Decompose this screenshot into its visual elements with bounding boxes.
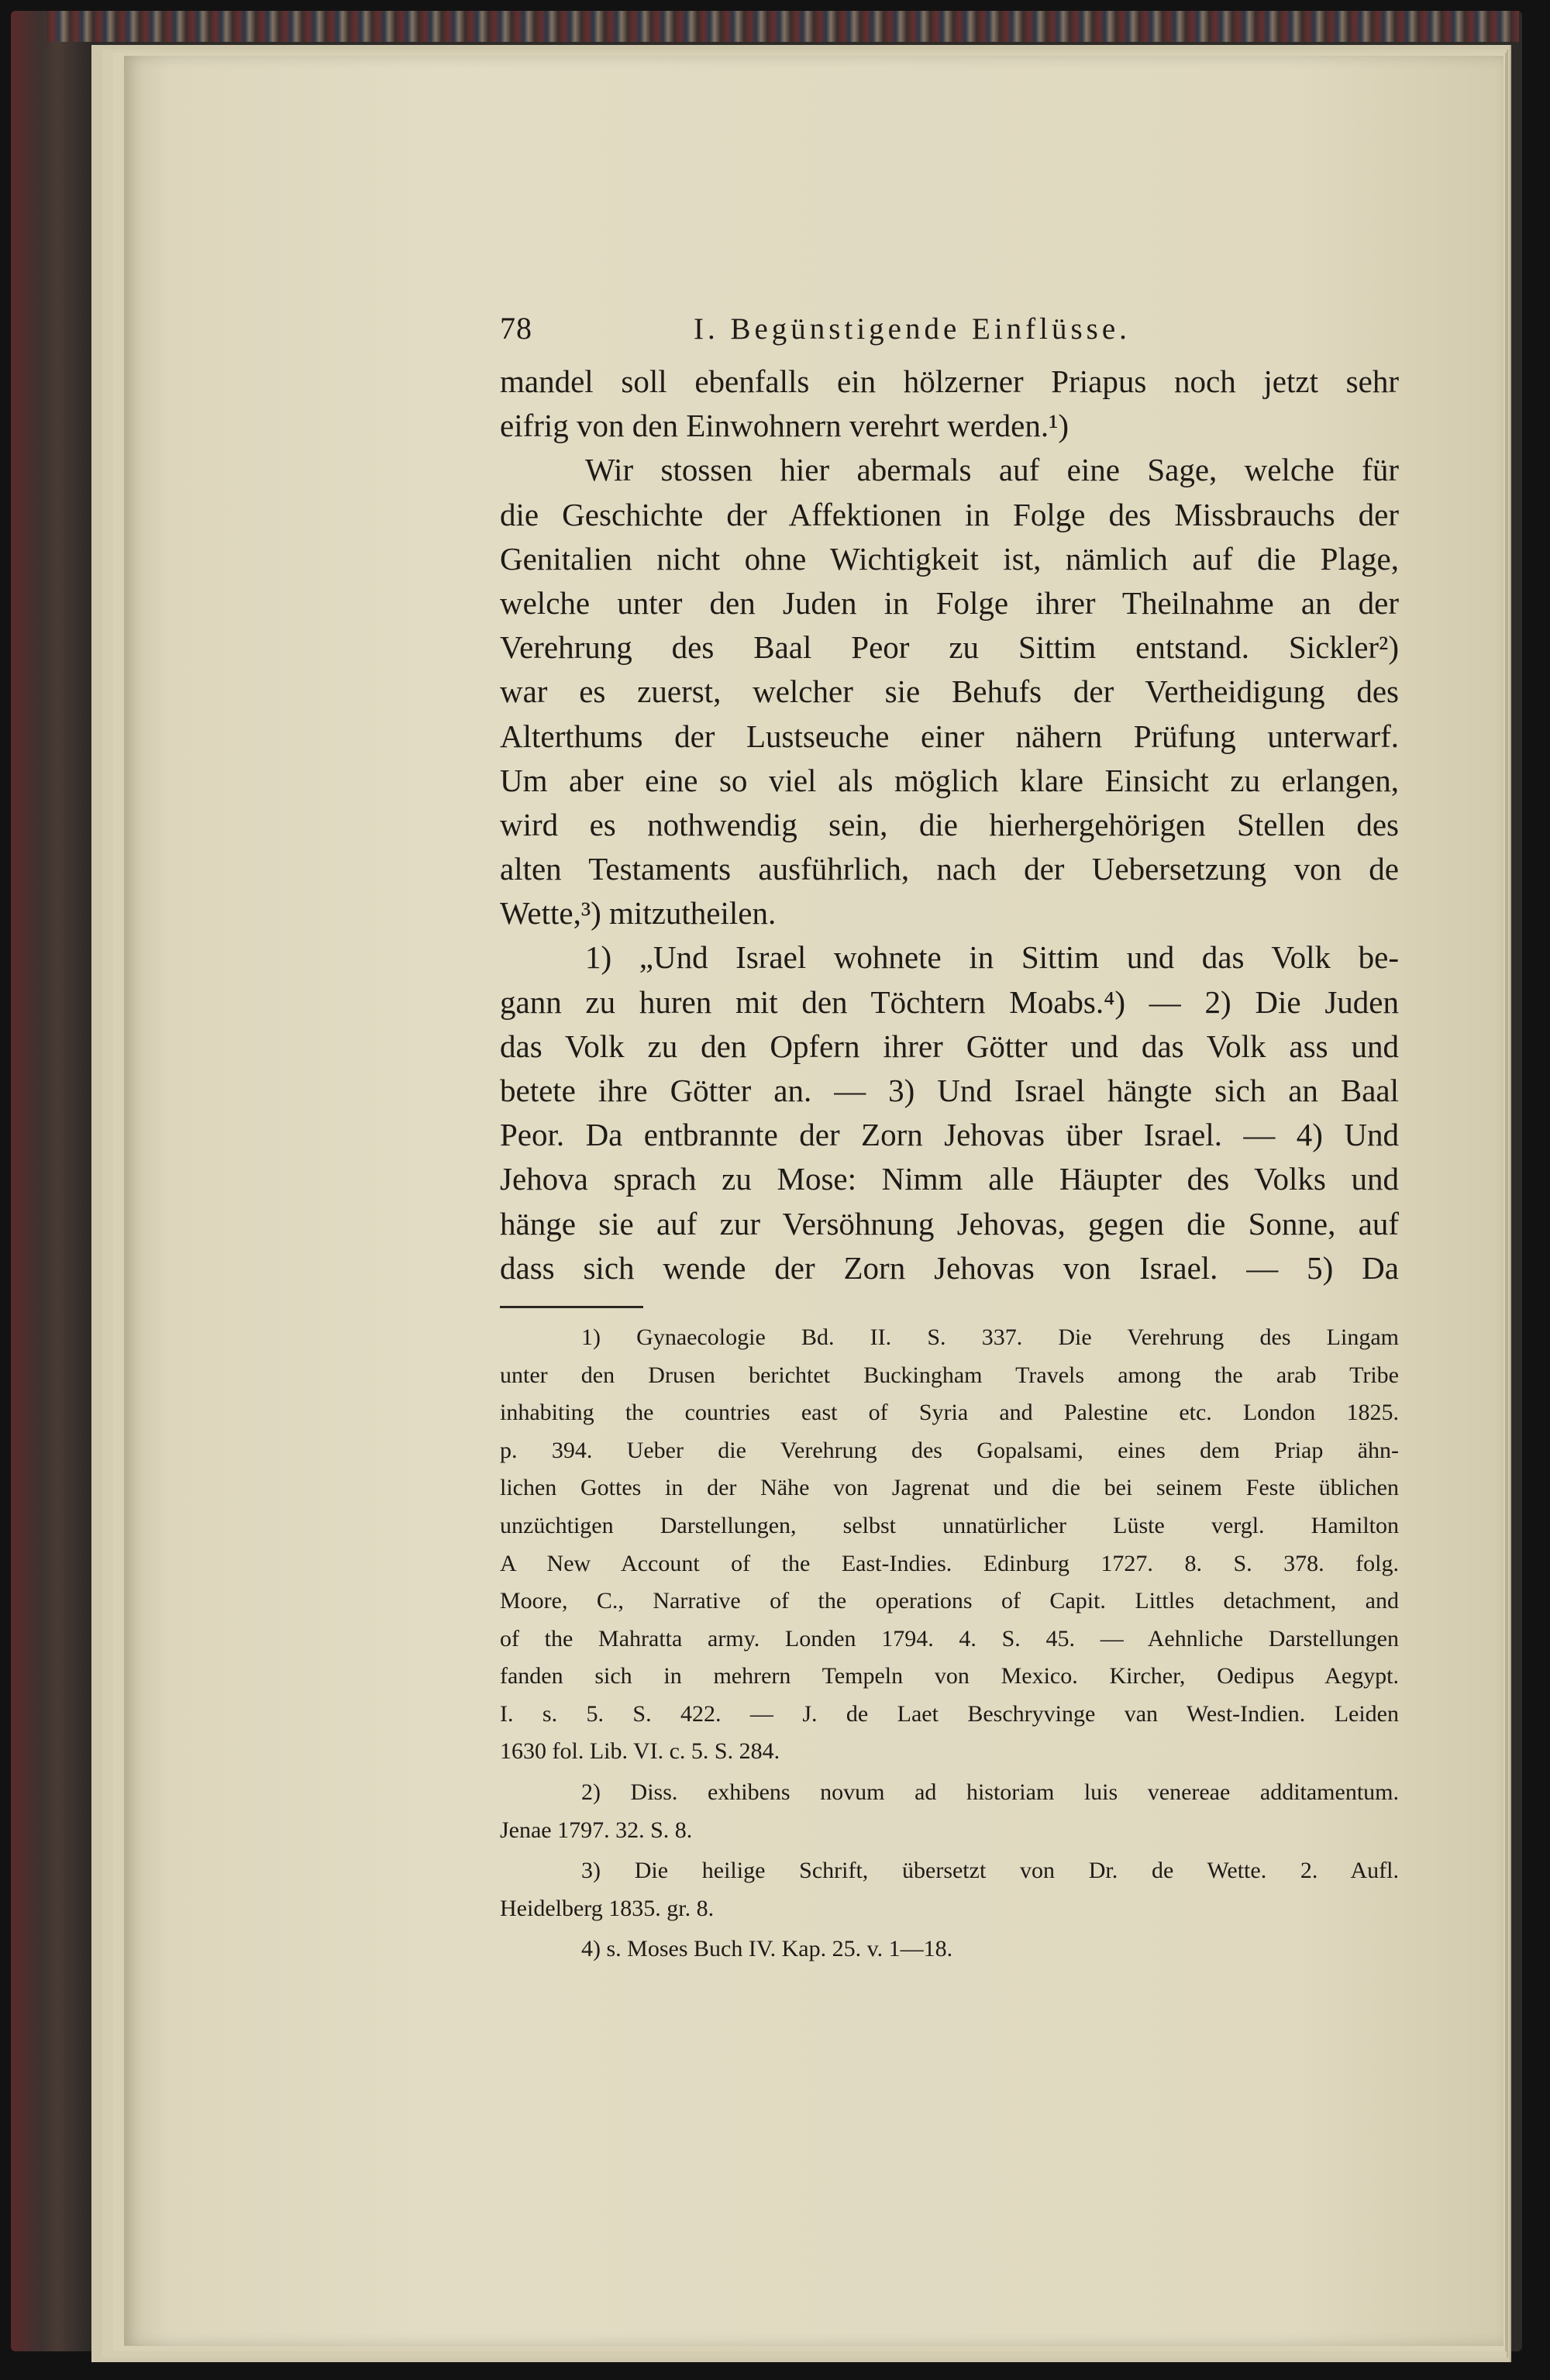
footnote-line: 3) Die heilige Schrift, übersetzt von Dr. de Wette. 2. Aufl.: [581, 1858, 1399, 1884]
body-text-line: gann zu huren mit den Töchtern Moabs.⁴) — 2) Die Juden: [500, 983, 1399, 1020]
footnotes: [500, 1319, 1399, 1968]
running-head-title: I. Begünstigende Einflüsse.: [694, 312, 1131, 346]
body-text-line: war es zuerst, welcher sie Behufs der Vertheidigung des: [500, 673, 1399, 710]
marbled-cover-edge: [46, 11, 1519, 42]
body-text-line: Um aber eine so viel als möglich klare Einsicht zu erlangen,: [500, 762, 1399, 798]
body-text-line: Verehrung des Baal Peor zu Sittim entstand. Sickler²): [500, 629, 1399, 666]
running-head: [500, 310, 1399, 360]
footnote-line: unter den Drusen berichtet Buckingham Travels among the arab Tribe: [500, 1362, 1399, 1388]
body-text-line: 1) „Und Israel wohnete in Sittim und das Volk be-: [585, 939, 1399, 976]
body-text-line: das Volk zu den Opfern ihrer Götter und das Volk ass und: [500, 1028, 1399, 1064]
body-text: [500, 360, 1399, 1290]
body-text-line: Alterthums der Lustseuche einer nähern Prüfung unterwarf.: [500, 718, 1399, 754]
page-number: 78: [500, 311, 532, 346]
footnote-line: p. 394. Ueber die Verehrung des Gopalsami, eines dem Priap ähn-: [500, 1437, 1399, 1463]
body-text-line: dass sich wende der Zorn Jehovas von Israel. — 5) Da: [500, 1249, 1399, 1286]
footnote-line: I. s. 5. S. 422. — J. de Laet Beschryvinge van West-Indien. Leiden: [500, 1700, 1399, 1727]
body-text-line: mandel soll ebenfalls ein hölzerner Priapus noch jetzt sehr: [500, 363, 1399, 399]
body-text-line: Genitalien nicht ohne Wichtigkeit ist, nämlich auf die Plage,: [500, 540, 1399, 577]
body-text-line: wird es nothwendig sein, die hierhergehörigen Stellen des: [500, 806, 1399, 842]
footnote-line: lichen Gottes in der Nähe von Jagrenat und die bei seinem Feste üblichen: [500, 1475, 1399, 1501]
footnote-line: Heidelberg 1835. gr. 8.: [500, 1895, 715, 1921]
footnote-line: fanden sich in mehrern Tempeln von Mexico. Kircher, Oedipus Aegypt.: [500, 1663, 1399, 1689]
footnote-line: Moore, C., Narrative of the operations of Capit. Littles detachment, and: [500, 1588, 1399, 1614]
body-text-line: welche unter den Juden in Folge ihrer Theilnahme an der: [500, 584, 1399, 621]
footnote-line: of the Mahratta army. Londen 1794. 4. S. 45. — Aehnliche Darstellungen: [500, 1625, 1399, 1652]
body-text-line: Wette,³) mitzutheilen.: [500, 895, 777, 932]
footnote-line: 1) Gynaecologie Bd. II. S. 337. Die Verehrung des Lingam: [581, 1324, 1399, 1350]
body-text-line: eifrig von den Einwohnern verehrt werden.¹): [500, 408, 1070, 444]
body-text-line: alten Testaments ausführlich, nach der Uebersetzung von de: [500, 851, 1399, 887]
body-text-line: Jehova sprach zu Mose: Nimm alle Häupter des Volks und: [500, 1161, 1399, 1197]
text-block: [500, 310, 1399, 1968]
body-text-line: die Geschichte der Affektionen in Folge des Missbrauchs der: [500, 496, 1399, 532]
footnote-line: Jenae 1797. 32. S. 8.: [500, 1817, 693, 1843]
footnote-line: 4) s. Moses Buch IV. Kap. 25. v. 1—18.: [581, 1936, 953, 1962]
footnote-line: 1630 fol. Lib. VI. c. 5. S. 284.: [500, 1738, 780, 1765]
body-text-line: Wir stossen hier abermals auf eine Sage, welche für: [585, 452, 1399, 488]
body-text-line: betete ihre Götter an. — 3) Und Israel hängte sich an Baal: [500, 1073, 1399, 1108]
footnote-line: A New Account of the East-Indies. Edinburg 1727. 8. S. 378. folg.: [500, 1550, 1399, 1576]
body-text-line: Peor. Da entbrannte der Zorn Jehovas über Israel. — 4) Und: [500, 1117, 1399, 1153]
footnote-separator: [500, 1306, 643, 1308]
footnote-line: 2) Diss. exhibens novum ad historiam luis venereae additamentum.: [581, 1779, 1399, 1806]
body-text-line: hänge sie auf zur Versöhnung Jehovas, gegen die Sonne, auf: [500, 1205, 1399, 1242]
footnote-line: unzüchtigen Darstellungen, selbst unnatürlicher Lüste vergl. Hamilton: [500, 1512, 1399, 1538]
footnote-line: inhabiting the countries east of Syria and Palestine etc. London 1825.: [500, 1400, 1399, 1426]
